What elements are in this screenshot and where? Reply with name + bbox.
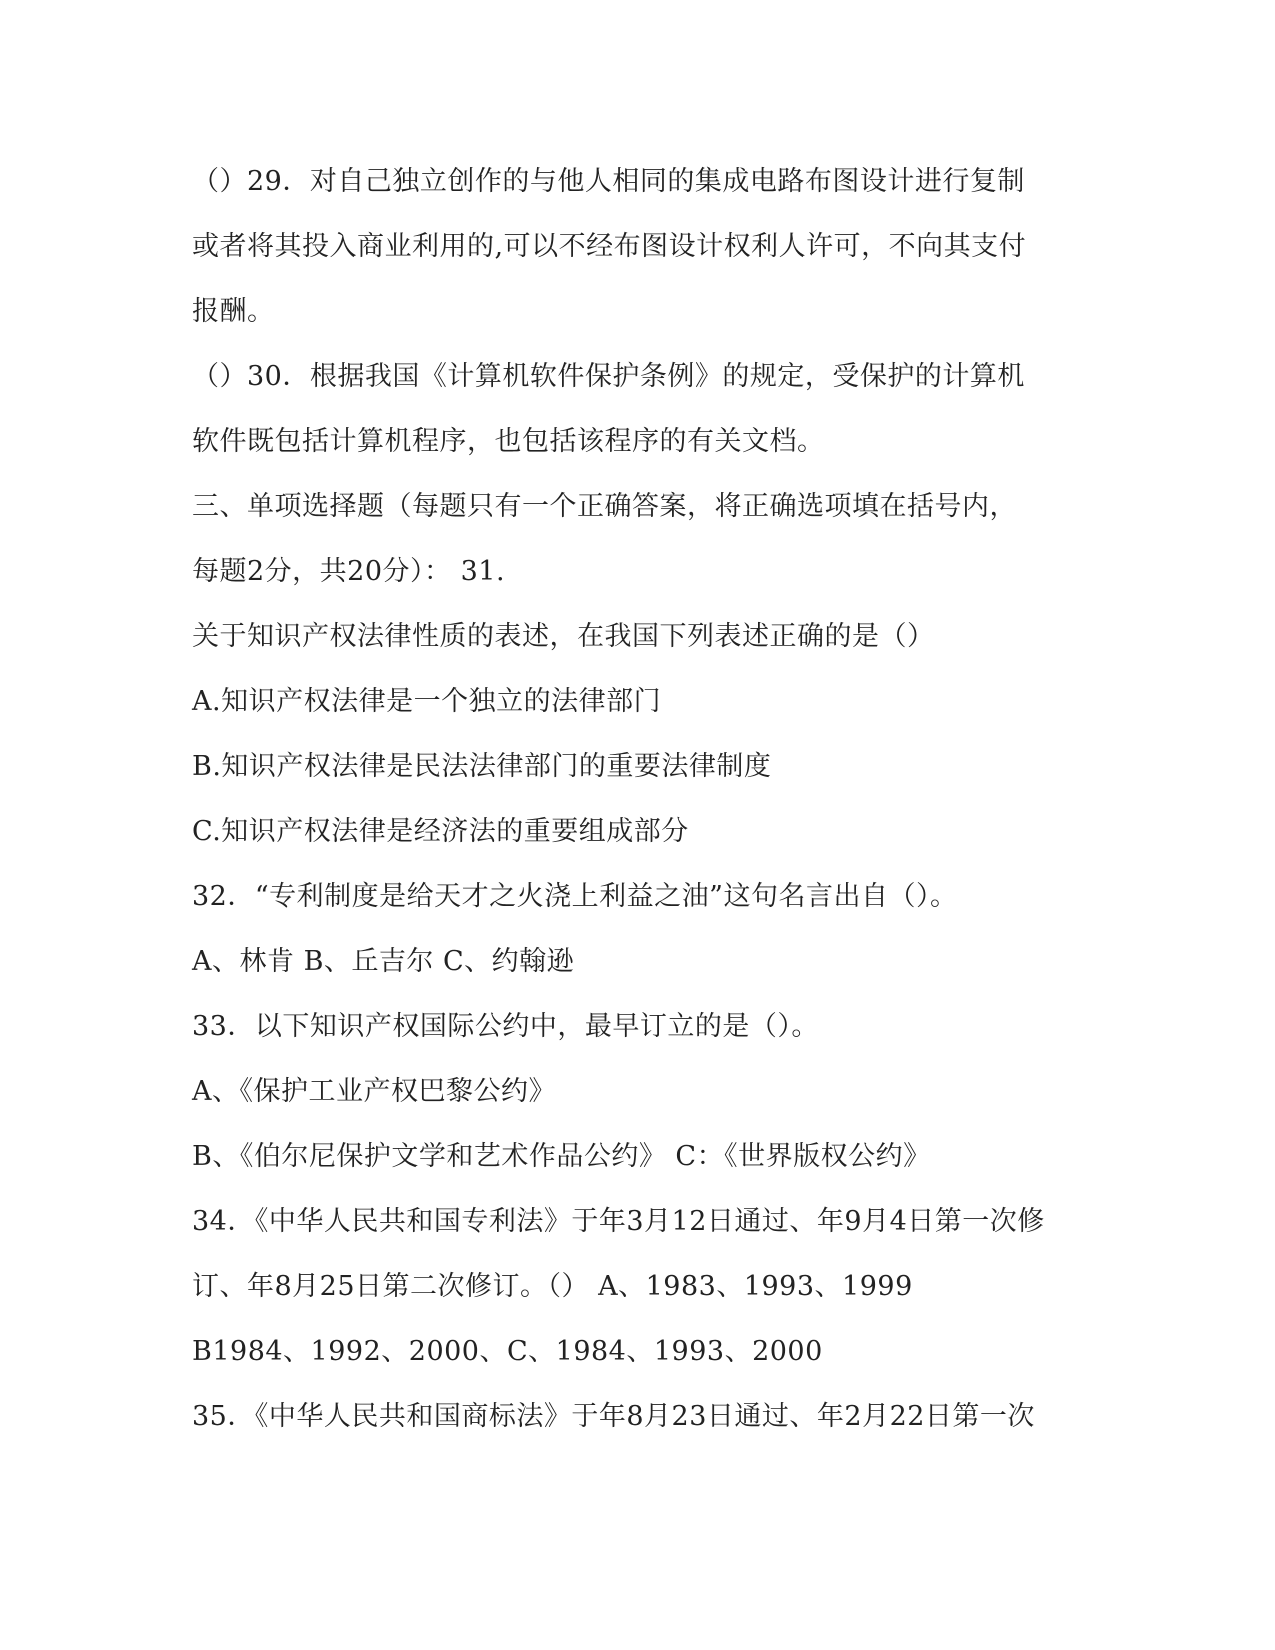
option-a: A.知识产权法律是一个独立的法律部门 xyxy=(192,686,662,717)
options-line: B1984、1992、2000、C、1984、1993、2000 xyxy=(192,1336,823,1367)
option-a: A、《保护工业产权巴黎公约》 xyxy=(192,1076,556,1107)
text-line: 每题2分，共20分）： 31. xyxy=(192,556,506,587)
text-line: 软件既包括计算机程序，也包括该程序的有关文档。 xyxy=(192,426,825,457)
question-text: 34．《中华人民共和国专利法》于年3月12日通过、年9月4日第一次修 xyxy=(192,1206,1045,1237)
question-text: 35．《中华人民共和国商标法》于年8月23日通过、年2月22日第一次 xyxy=(192,1401,1035,1432)
option-c: C.知识产权法律是经济法的重要组成部分 xyxy=(192,816,689,847)
text-line: （）30．根据我国《计算机软件保护条例》的规定，受保护的计算机 xyxy=(192,361,1025,392)
question-text: 33．以下知识产权国际公约中，最早订立的是（）。 xyxy=(192,1011,819,1042)
question-text: 关于知识产权法律性质的表述，在我国下列表述正确的是（） xyxy=(192,621,935,652)
text-line: 订、年8月25日第二次修订。（） A、1983、1993、1999 xyxy=(192,1271,913,1302)
options-line: B、《伯尔尼保护文学和艺术作品公约》 C：《世界版权公约》 xyxy=(192,1141,931,1172)
text-line: （）29．对自己独立创作的与他人相同的集成电路布图设计进行复制 xyxy=(192,166,1025,197)
options-line: A、林肯 B、丘吉尔 C、约翰逊 xyxy=(192,946,575,977)
question-text: 32．“专利制度是给天才之火浇上利益之油”这句名言出自（）。 xyxy=(192,881,958,912)
document-body xyxy=(192,162,1092,1462)
text-line: 报酬。 xyxy=(192,296,275,327)
option-b: B.知识产权法律是民法法律部门的重要法律制度 xyxy=(192,751,772,782)
section-heading: 三、单项选择题（每题只有一个正确答案，将正确选项填在括号内， xyxy=(192,491,1017,522)
text-line: 或者将其投入商业利用的,可以不经布图设计权利人许可，不向其支付 xyxy=(192,231,1027,262)
